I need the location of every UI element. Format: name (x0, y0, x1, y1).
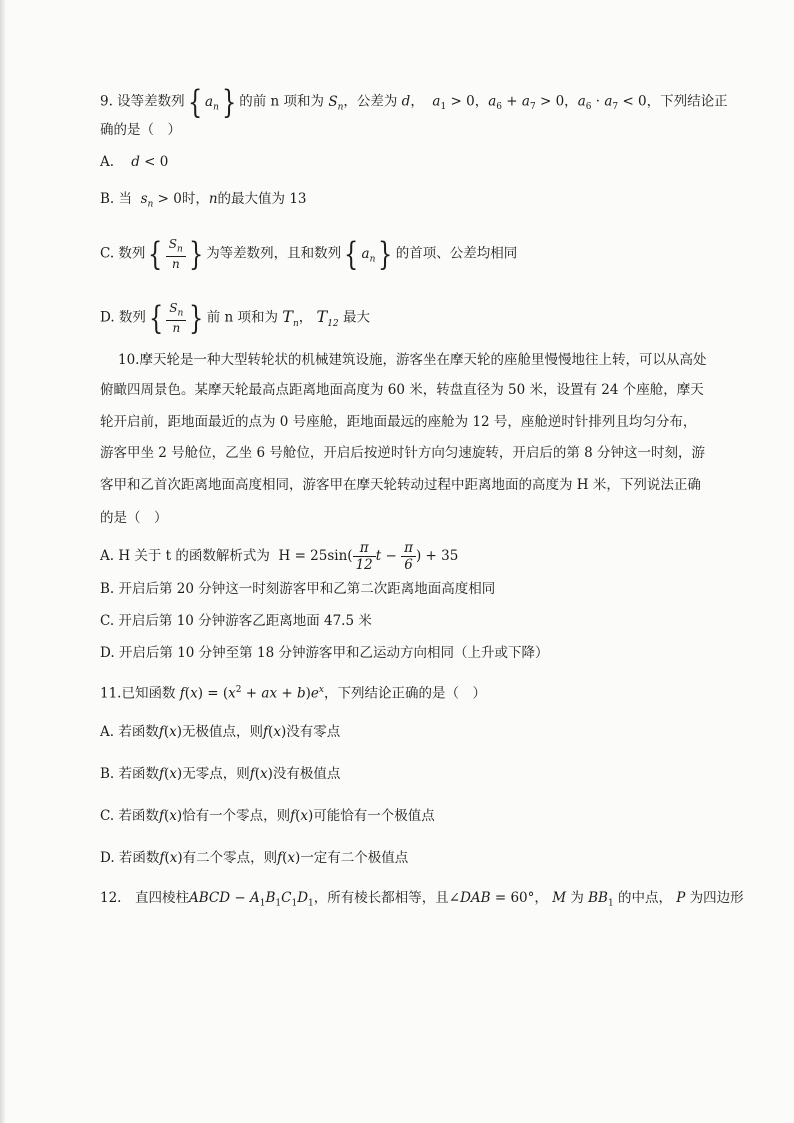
q11-option-a: A. 若函数f(x)无极值点，则f(x)没有零点 (100, 724, 341, 740)
q9-text: 的最大值为 13 (217, 191, 307, 207)
q9-option-d: D. 数列{ $\frac{S_n}{n}$ } 前 n 项和为 $T_n$， $T_{12}$ 最大 (100, 299, 370, 337)
q9-text: 的首项、公差均相同 (395, 245, 518, 262)
q11-text: 一定有二个极值点 (300, 850, 409, 866)
q11-text: B. 若函数 (100, 766, 160, 782)
q12-text: 12. 直四棱柱 (100, 890, 189, 906)
q11-text: 11.已知函数 (100, 685, 176, 702)
q11-text: D. 若函数 (100, 850, 160, 866)
q9-text: ，公差为 (343, 93, 398, 110)
q12-text: ， (534, 890, 548, 906)
q11-text: A. 若函数 (100, 724, 159, 740)
q11-text: 有二个零点，则 (182, 850, 278, 866)
q9-text: 为等差数列，且和数列 (206, 245, 342, 262)
q11-option-d: D. 若函数f(x)有二个零点，则f(x)一定有二个极值点 (100, 850, 409, 866)
q10-line6: 的是（ ） (100, 510, 168, 526)
q11-text: C. 若函数 (100, 808, 159, 824)
q10-option-c: C. 开启后第 10 分钟游客乙距离地面 47.5 米 (100, 613, 372, 629)
q11-text: 恰有一个零点，则 (182, 808, 291, 824)
q12-text: ，所有棱长都相等，且 (313, 890, 449, 906)
q9-text: 的前 n 项和为 (239, 93, 325, 110)
q10-line4: 游客甲坐 2 号舱位，乙坐 6 号舱位，开启后按逆时针方向匀速旋转，开启后的第 8 分钟这一时刻，游 (100, 445, 706, 461)
q9-stem-line1: 9. 设等差数列{ $a_n$} 的前 n 项和为 $S_n$，公差为 d， $a_1 > 0$，$a_6 + a_7 > 0$，$a_6 \cdot a_7 < 0$，下列结论正 (100, 83, 728, 121)
q9-text: 前 n 项和为 (206, 309, 278, 326)
q9-text: D. 数列 (100, 309, 146, 326)
scan-edge-shadow (0, 0, 6, 1123)
q10-option-d: D. 开启后第 10 分钟至第 18 分钟游客甲和乙运动方向相同（上升或下降） (100, 645, 549, 661)
q10-option-a: A. H 关于 t 的函数解析式为 H = 25sin( $\frac{\pi}{12}$ t − $\frac{\pi}{6}$ ) + 35 (100, 540, 459, 573)
q9-text: 时， (181, 191, 209, 207)
q11-text: 可能恰有一个极值点 (313, 808, 435, 824)
q11-text: 没有零点 (286, 724, 341, 740)
q9-text: C. 数列 (100, 245, 146, 262)
q9-option-a: A. d < 0 (100, 154, 169, 170)
q9-option-b: B. 当 $s_n > 0$时，n的最大值为 13 (100, 191, 307, 210)
q11-option-c: C. 若函数f(x)恰有一个零点，则f(x)可能恰有一个极值点 (100, 808, 435, 824)
q9-text: ，下列结论正 (646, 93, 728, 110)
q9-text: 9. 设等差数列 (100, 93, 185, 110)
q11-text: 无零点，则 (182, 766, 250, 782)
q12-text: 为四边形 (689, 890, 744, 906)
q10-text: A. H 关于 t 的函数解析式为 (100, 548, 270, 564)
q10-line2: 俯瞰四周景色。某摩天轮最高点距离地面高度为 60 米，转盘直径为 50 米，设置有 24 个座舱，摩天 (100, 382, 704, 398)
q11-option-b: B. 若函数f(x)无零点，则f(x)没有极值点 (100, 766, 341, 782)
q10-line1: 10.摩天轮是一种大型转轮状的机械建筑设施，游客坐在摩天轮的座舱里慢慢地往上转，可以从高处 (118, 352, 707, 368)
q11-text: 无极值点，则 (182, 724, 264, 740)
q9-stem-line2: 确的是（ ） (100, 122, 181, 138)
q11-text: 没有极值点 (272, 766, 341, 782)
q12-text: 为 (570, 890, 584, 906)
q11-text: ，下列结论正确的是（ ） (323, 685, 486, 702)
q9-option-c: C. 数列{ $\frac{S_n}{n}$ } 为等差数列，且和数列{ $a_n$} 的首项、公差均相同 (100, 235, 518, 273)
q10-line3: 轮开启前，距地面最近的点为 0 号座舱，距地面最远的座舱为 12 号，座舱逆时针排列且均匀分布， (100, 414, 697, 430)
q10-line5: 客甲和乙首次距离地面高度相同，游客甲在摩天轮转动过程中距离地面的高度为 H 米，下列说法正确 (100, 477, 701, 493)
q12-stem: 12. 直四棱柱ABCD − $A_1B_1C_1D_1$，所有棱长都相等，且∠DAB = 60°， M 为 $BB_1$ 的中点， P 为四边形 (100, 890, 744, 909)
q12-text: 的中点， (617, 890, 672, 906)
q10-option-b: B. 开启后第 20 分钟这一时刻游客甲和乙第二次距离地面高度相同 (100, 581, 496, 597)
q9-text: B. 当 (100, 191, 133, 207)
q9-text: 最大 (342, 309, 370, 326)
q11-stem: 11.已知函数 $f(x) = (x^2$ + ax + $b)e^x$，下列结论正确的是（ ） (100, 685, 486, 702)
